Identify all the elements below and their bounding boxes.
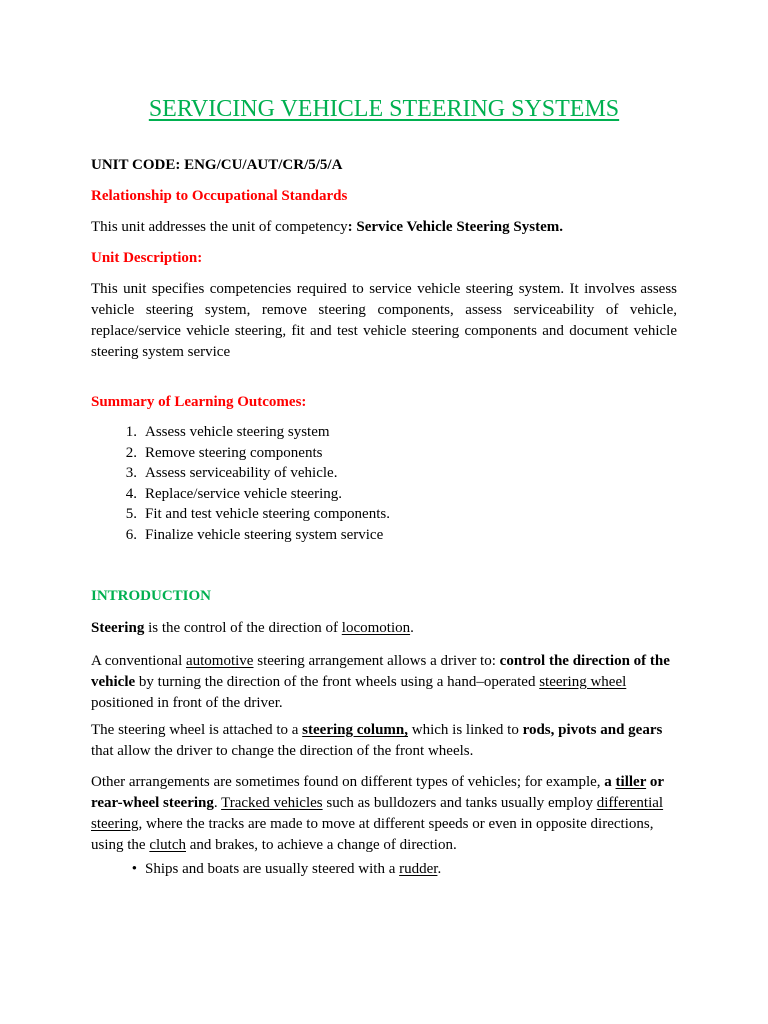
- introduction-heading: INTRODUCTION: [91, 588, 212, 604]
- text-run: such as bulldozers and tanks usually employ: [322, 795, 597, 811]
- list-text: Fit and test vehicle steering components.: [145, 506, 390, 523]
- list-text: Remove steering components: [145, 444, 323, 461]
- list-item: [91, 525, 677, 546]
- paragraph-other-arrangements: [91, 772, 677, 856]
- unit-description-heading: Unit Description:: [91, 250, 203, 266]
- text-run: A conventional: [91, 653, 186, 669]
- list-text: Assess vehicle steering system: [145, 424, 330, 440]
- bullet-icon: •: [131, 861, 137, 877]
- link-tracked-vehicles[interactable]: Tracked vehicles: [221, 795, 323, 811]
- paragraph-steering-column: [91, 720, 677, 762]
- link-steering-column[interactable]: steering column,: [302, 722, 408, 738]
- paragraph-steering-definition: [91, 618, 677, 639]
- link-differential-steering[interactable]: differential steering: [91, 795, 664, 832]
- list-text: Finalize vehicle steering system service: [145, 526, 384, 543]
- list-text: Assess serviceability of vehicle.: [145, 465, 338, 482]
- text-run: .: [213, 795, 222, 811]
- text-run: which is linked to: [408, 722, 523, 738]
- text-run: that allow the driver to change the direction of the front wheels.: [91, 743, 474, 759]
- unit-description-text: This unit specifies competencies required to service vehicle steering system. It involves assess vehicle steering system, remove steering components, assess serviceability of vehicle, replace/service vehicle steering, fit and test vehicle steering components and document vehicle steering system service: [91, 281, 677, 360]
- text-run: positioned in front of the driver.: [91, 695, 283, 711]
- unit-code: UNIT CODE: ENG/CU/AUT/CR/5/5/A: [91, 157, 343, 173]
- paragraph-conventional-steering: [91, 651, 677, 714]
- text-run: Ships and boats are usually steered with a: [145, 861, 400, 877]
- bold-phrase: control the direction of the vehicle: [91, 653, 670, 690]
- text-run: The steering wheel is attached to a: [91, 722, 303, 738]
- list-number: 3.: [125, 465, 137, 482]
- list-number: 6.: [125, 526, 137, 543]
- term-steering: Steering: [91, 620, 145, 636]
- text-run: Other arrangements are sometimes found on different types of vehicles; for example,: [91, 774, 605, 790]
- list-number: 5.: [125, 506, 137, 523]
- link-tiller[interactable]: tiller: [615, 774, 647, 790]
- list-number: 4.: [125, 485, 137, 502]
- link-automotive[interactable]: automotive: [185, 653, 254, 669]
- text-run: , where the tracks are made to move at different speeds or even in opposite directions, using the: [91, 816, 654, 853]
- link-clutch[interactable]: clutch: [149, 837, 186, 853]
- competency-statement: [91, 217, 677, 238]
- list-item: [91, 463, 677, 484]
- relationship-heading: Relationship to Occupational Standards: [91, 188, 348, 204]
- text-run: steering arrangement allows a driver to:: [253, 653, 500, 669]
- text-run: .: [437, 861, 442, 877]
- list-item: [91, 504, 677, 525]
- bold-phrase: rods, pivots and gears: [522, 722, 663, 738]
- document-title: SERVICING VEHICLE STEERING SYSTEMS: [148, 96, 620, 122]
- text-run: is the control of the direction of: [144, 620, 342, 636]
- link-rudder[interactable]: rudder: [399, 861, 438, 877]
- list-text: [145, 859, 441, 880]
- bold-phrase: or rear-wheel steering: [91, 774, 664, 811]
- list-number: 2.: [125, 444, 137, 461]
- summary-heading: Summary of Learning Outcomes:: [91, 394, 307, 410]
- bullet-list: [91, 859, 677, 880]
- learning-outcomes-list: [91, 422, 677, 546]
- competency-prefix: This unit addresses the unit of competency: [91, 219, 348, 235]
- text-run: .: [410, 620, 414, 636]
- competency-name: : Service Vehicle Steering System.: [347, 219, 563, 235]
- text-run: and brakes, to achieve a change of direction.: [186, 837, 457, 853]
- link-locomotion[interactable]: locomotion: [341, 620, 411, 636]
- list-item: [91, 443, 677, 464]
- list-item: [91, 859, 677, 880]
- list-item: [91, 422, 677, 443]
- list-item: [91, 484, 677, 505]
- link-steering-wheel[interactable]: steering wheel: [539, 674, 627, 690]
- bold-phrase: a: [604, 774, 616, 790]
- list-number: 1.: [125, 424, 137, 440]
- text-run: by turning the direction of the front wheels using a hand–operated: [135, 674, 540, 690]
- list-text: Replace/service vehicle steering.: [145, 485, 342, 502]
